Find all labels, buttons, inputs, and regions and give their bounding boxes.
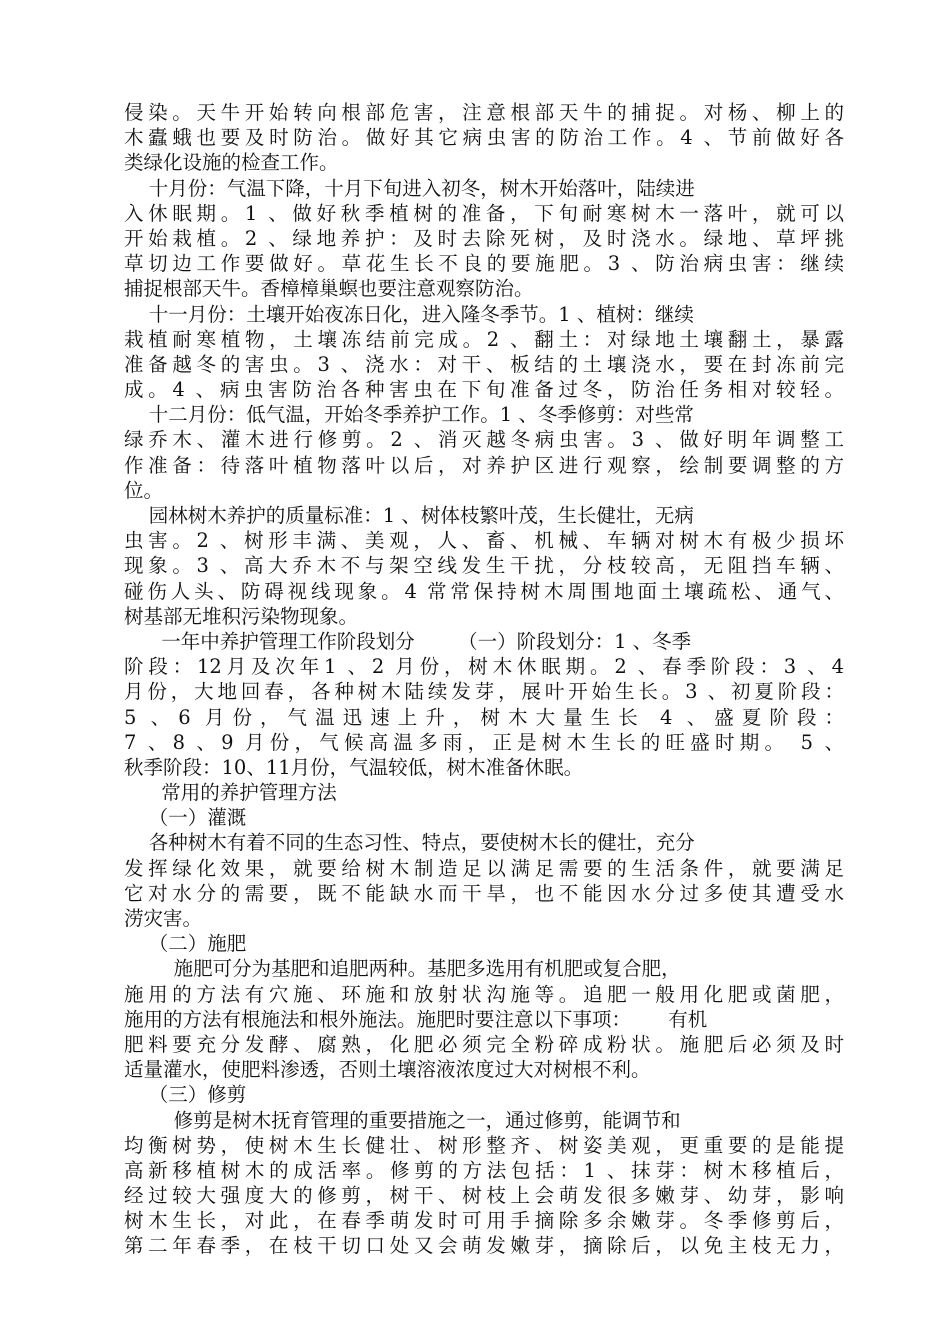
text-line: 肥料要充分发酵、腐熟，化肥必须完全粉碎成粉状。施肥后必须及时 <box>124 1032 844 1056</box>
text-line: 秋季阶段：10、11月份，气温较低，树木准备休眠。 <box>124 755 584 779</box>
text-line: 现象。3 、高大乔木不与架空线发生干扰，分枝较高，无阻挡车辆、 <box>124 554 844 578</box>
text-line: 捕捉根部天牛。香樟樟巢螟也要注意观察防治。 <box>124 277 534 301</box>
text-line: 第二年春季，在枝干切口处又会萌发嫩芽，摘除后，以免主枝无力， <box>124 1234 844 1258</box>
text-line: 十二月份：低气温，开始冬季养护工作。1 、冬季修剪：对些常 <box>124 403 694 427</box>
text-line: 作准备：待落叶植物落叶以后，对养护区进行观察，绘制要调整的方 <box>124 453 844 477</box>
text-line: 修剪是树木抚育管理的重要措施之一，通过修剪，能调节和 <box>124 1108 681 1132</box>
text-line: 碰伤人头、防碍视线现象。4 常常保持树木周围地面土壤疏松、通气、 <box>124 579 844 603</box>
text-line: 各种树木有着不同的生态习性、特点，要使树木长的健壮，充分 <box>124 831 695 855</box>
text-line: 十月份：气温下降，十月下旬进入初冬，树木开始落叶，陆续进 <box>124 176 695 200</box>
text-line: 均衡树势，使树木生长健壮、树形整齐、树姿美观，更重要的是能提 <box>124 1133 844 1157</box>
subsection-heading: （二）施肥 <box>124 932 247 956</box>
text-line: 树木生长，对此，在春季萌发时可用手摘除多余嫩芽。冬季修剪后， <box>124 1209 844 1233</box>
text-line: 成。4 、病虫害防治各种害虫在下旬准备过冬，防治任务相对较轻。 <box>124 378 844 402</box>
text-line: 施肥可分为基肥和追肥两种。基肥多选用有机肥或复合肥， <box>124 957 681 981</box>
text-line: 一年中养护管理工作阶段划分 （一）阶段划分：1 、冬季 <box>124 629 692 653</box>
text-line: 入休眠期。1 、做好秋季植树的准备，下旬耐寒树木一落叶，就可以 <box>124 201 844 225</box>
text-line: 高新移植树木的成活率。修剪的方法包括：1 、抹芽：树木移植后， <box>124 1158 844 1182</box>
subsection-heading: （一）灌溉 <box>124 806 247 830</box>
section-heading: 常用的养护管理方法 <box>124 781 337 805</box>
text-line: 位。 <box>124 478 164 502</box>
text-line: 虫害。2 、树形丰满、美观，人、畜、机械、车辆对树木有极少损坏 <box>124 529 844 553</box>
text-line: 它对水分的需要，既不能缺水而干旱，也不能因水分过多使其遭受水 <box>124 881 844 905</box>
text-line: 经过较大强度大的修剪，树干、树枝上会萌发很多嫩芽、幼芽，影响 <box>124 1184 844 1208</box>
text-line: 园林树木养护的质量标准：1 、树体枝繁叶茂，生长健壮，无病 <box>124 504 694 527</box>
text-line: 5 、6 月份，气温迅速上升，树木大量生长 4 、盛夏阶段： <box>124 705 844 729</box>
subsection-heading: （三）修剪 <box>124 1083 247 1107</box>
text-line: 类绿化设施的检查工作。 <box>124 151 339 175</box>
text-line: 阶段：12月及次年1 、2 月份，树木休眠期。2 、春季阶段：3 、4 <box>124 655 844 679</box>
text-line: 发挥绿化效果，就要给树木制造足以满足需要的生活条件，就要满足 <box>124 856 844 880</box>
text-line: 7 、8 、9 月份，气候高温多雨，正是树木生长的旺盛时期。 5 、 <box>124 730 844 754</box>
text-line: 适量灌水，使肥料渗透，否则土壤溶液浓度过大对树根不利。 <box>124 1058 651 1082</box>
text-line: 十一月份：土壤开始夜冻日化，进入隆冬季节。1 、植树：继续 <box>124 302 694 326</box>
text-line: 月份，大地回春，各种树木陆续发芽，展叶开始生长。3 、初夏阶段： <box>124 680 844 704</box>
text-line: 涝灾害。 <box>124 907 203 930</box>
text-line: 施用的方法有根施法和根外施法。施肥时要注意以下事项： 有机 <box>124 1007 708 1031</box>
text-line: 开始栽植。2 、绿地养护：及时去除死树，及时浇水。绿地、草坪挑 <box>124 226 844 250</box>
text-line: 绿乔木、灌木进行修剪。2 、消灭越冬病虫害。3 、做好明年调整工 <box>124 428 844 452</box>
text-line: 栽植耐寒植物，土壤冻结前完成。2 、翻土：对绿地土壤翻土，暴露 <box>124 327 844 351</box>
text-line: 准备越冬的害虫。3 、浇水：对干、板结的土壤浇水，要在封冻前完 <box>124 352 844 376</box>
text-line: 侵染。天牛开始转向根部危害，注意根部天牛的捕捉。对杨、柳上的 <box>124 101 844 124</box>
text-line: 树基部无堆积污染物现象。 <box>124 604 359 628</box>
document-body <box>124 100 844 1259</box>
text-line: 草切边工作要做好。草花生长不良的要施肥。3 、防治病虫害：继续 <box>124 252 844 276</box>
text-line: 施用的方法有穴施、环施和放射状沟施等。追肥一般用化肥或菌肥， <box>124 982 844 1006</box>
text-line: 木蠹蛾也要及时防治。做好其它病虫害的防治工作。4 、节前做好各 <box>124 126 844 150</box>
